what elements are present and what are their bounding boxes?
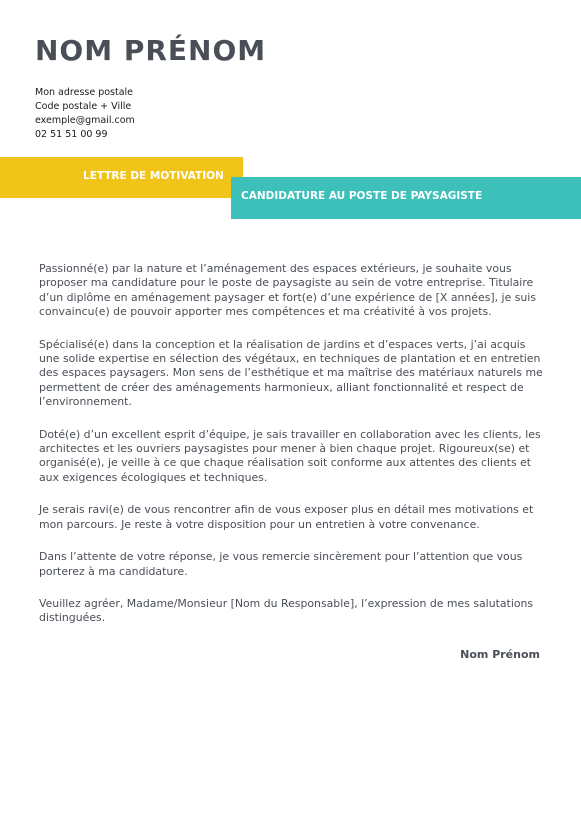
position-banner bbox=[231, 177, 581, 219]
contact-block bbox=[35, 86, 135, 142]
paragraph-teamwork: Doté(e) d’un excellent esprit d’équipe, je sais travailler en collaboration avec les clients, les architectes et les ouvriers paysagistes pour mener à bien chaque projet. Rigoureux(se) et organisé(e), je veille à ce que chaque réalisation soit conforme aux attentes des clients et aux exigences écologiques et techniques. bbox=[39, 427, 541, 484]
position-label: CANDIDATURE AU POSTE DE PAYSAGISTE bbox=[241, 190, 483, 202]
paragraph-meeting: Je serais ravi(e) de vous rencontrer afin de vous exposer plus en détail mes motivations et mon parcours. Je reste à votre disposition pour un entretien à votre convenance. bbox=[39, 503, 534, 531]
letter-type-banner bbox=[0, 157, 243, 198]
paragraph-thanks: Dans l’attente de votre réponse, je vous remercie sincèrement pour l’attention que vous porterez à ma candidature. bbox=[39, 550, 523, 578]
contact-address: Mon adresse postale bbox=[35, 87, 134, 98]
paragraph-intro: Passionné(e) par la nature et l’aménagement des espaces extérieurs, je souhaite vous proposer ma candidature pour le poste de paysagiste au sein de votre entreprise. Titulaire d’un diplôme en aménagement paysager et fort(e) d’une expérience de [X années], je suis convaincu(e) de pouvoir apporter mes compétences et ma créativité à vos projets. bbox=[39, 262, 537, 319]
contact-postal-city: Code postale + Ville bbox=[35, 101, 132, 112]
signature: Nom Prénom bbox=[460, 648, 540, 661]
contact-email: exemple@gmail.com bbox=[35, 115, 135, 126]
paragraph-expertise: Spécialisé(e) dans la conception et la réalisation de jardins et d’espaces verts, j’ai acquis une solide expertise en sélection des végétaux, en techniques de plantation et en entretien des espaces paysagers. Mon sens de l’esthétique et ma maîtrise des matériaux naturels me permettent de créer des aménagements harmonieux, alliant fonctionnalité et respect de l’environnement. bbox=[39, 337, 543, 409]
letter-type-label: LETTRE DE MOTIVATION bbox=[83, 170, 224, 182]
letter-body bbox=[39, 262, 545, 644]
contact-phone: 02 51 51 00 99 bbox=[35, 129, 108, 140]
paragraph-closing: Veuillez agréer, Madame/Monsieur [Nom du Responsable], l’expression de mes salutations distinguées. bbox=[39, 596, 534, 625]
applicant-name: NOM PRÉNOM bbox=[35, 34, 267, 67]
